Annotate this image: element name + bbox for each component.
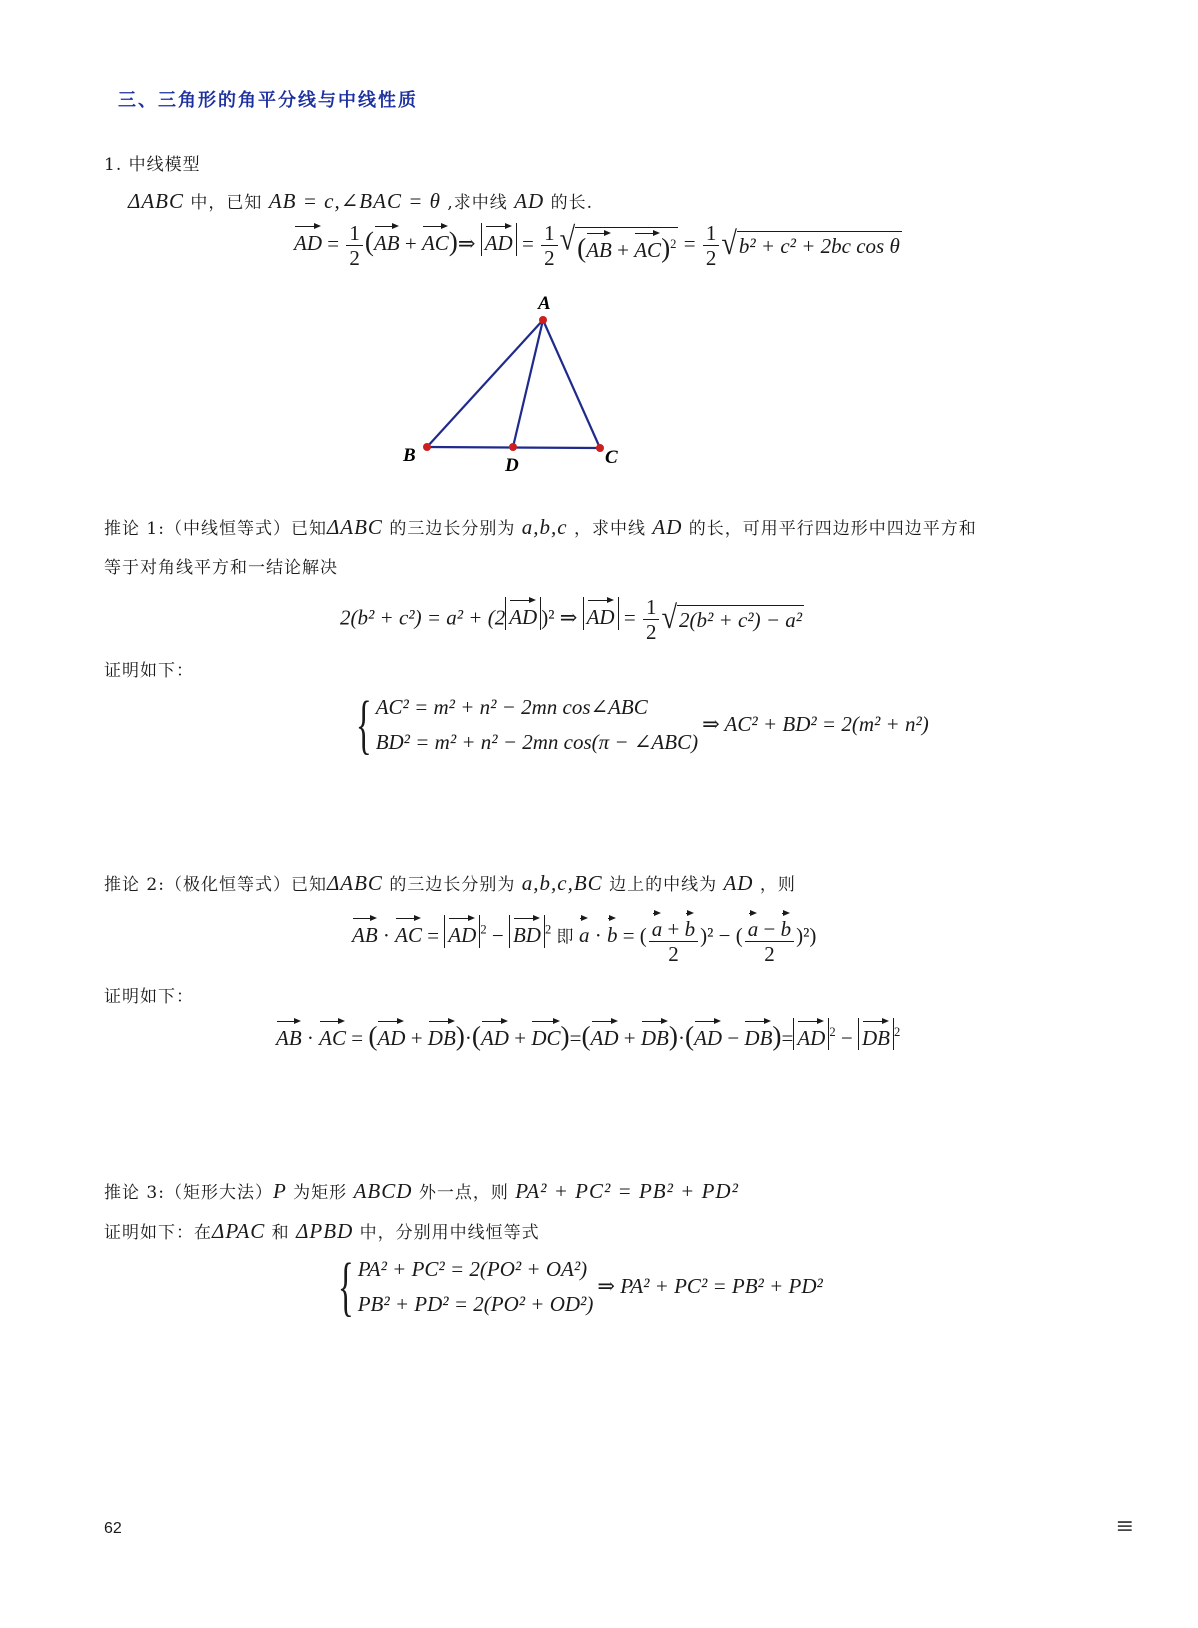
corollary2-proof-formula: AB · AC = (AD + DB)·(AD + DC)=(AD + DB)·(AD − DB)= AD $^2$ − DB $^2$: [276, 1018, 900, 1052]
median-ad: [513, 320, 543, 447]
corollary1-formula: 2(b² + c²) = a² + (2 AD )² ⇒ AD = $\frac{1}{2}$ √ 2(b² + c²) − a²: [340, 595, 803, 645]
corollary1-statement: 推论 1:（中线恒等式）已知ΔABC 的三边长分别为 a,b,c ，求中线 AD 的长，可用平行四边形中四边平方和: [104, 515, 977, 539]
corollary1-proof-system: { AC² = m² + n² − 2mn cos∠ABC BD² = m² + n² − 2mn cos(π − ∠ABC) ⇒ AC² + BD² = 2(m² + n²): [355, 687, 929, 761]
vector-bd: BD: [513, 915, 541, 947]
point-d: [509, 443, 517, 451]
vertex-a-label: A: [538, 293, 551, 314]
page-number: 62: [104, 1520, 122, 1537]
corollary2-statement: 推论 2:（极化恒等式）已知ΔABC 的三边长分别为 a,b,c,BC 边上的中线为 AD ，则: [104, 871, 796, 895]
median-problem: ΔABC 中，已知 AB = c,∠BAC = θ ,求中线 AD 的长.: [128, 189, 593, 213]
vertex-b-label: B: [403, 445, 416, 466]
point-c: [596, 444, 604, 452]
section-title: 三、三角形的角平分线与中线性质: [118, 90, 418, 111]
corollary2-proof-label: 证明如下：: [104, 987, 194, 1007]
corollary3-proof-system: { PA² + PC² = 2(PO² + OA²) PB² + PD² = 2(PO² + OD²) ⇒ PA² + PC² = PB² + PD²: [337, 1249, 823, 1323]
corollary3-statement: 推论 3:（矩形大法）P 为矩形 ABCD 外一点，则 PA² + PC² = PB² + PD²: [104, 1179, 739, 1203]
point-d-label: D: [505, 455, 519, 476]
corollary2-formula: AB · AC = AD $^2$ − BD $^2$ 即 a · b = ( $\frac{a + b}{2}$ )² − ( $\frac{a - b}{2}$ )²): [352, 910, 816, 965]
corollary1-proof-label: 证明如下：: [104, 661, 194, 681]
corollary3-proof-intro: 证明如下：在ΔPAC 和 ΔPBD 中，分别用中线恒等式: [104, 1219, 540, 1243]
point-a: [539, 316, 547, 324]
point-b: [423, 443, 431, 451]
side-ab: [427, 320, 543, 447]
median-vector-formula: AD = $\frac{1}{2}$ (AB + AC)⇒ AD = $\frac{1}{2}$ √ (AB + AC)$^2$ = $\frac{1}{2}$ √ b² + c² + 2bc cos θ: [294, 221, 900, 271]
corollary1-statement-line2: 等于对角线平方和一结论解决: [104, 558, 338, 578]
menu-icon[interactable]: ≡: [1115, 1514, 1134, 1539]
vertex-c-label: C: [605, 447, 618, 468]
median-model-heading: 1. 中线模型: [104, 155, 201, 175]
triangle-figure: [390, 290, 650, 480]
side-ac: [543, 320, 600, 448]
